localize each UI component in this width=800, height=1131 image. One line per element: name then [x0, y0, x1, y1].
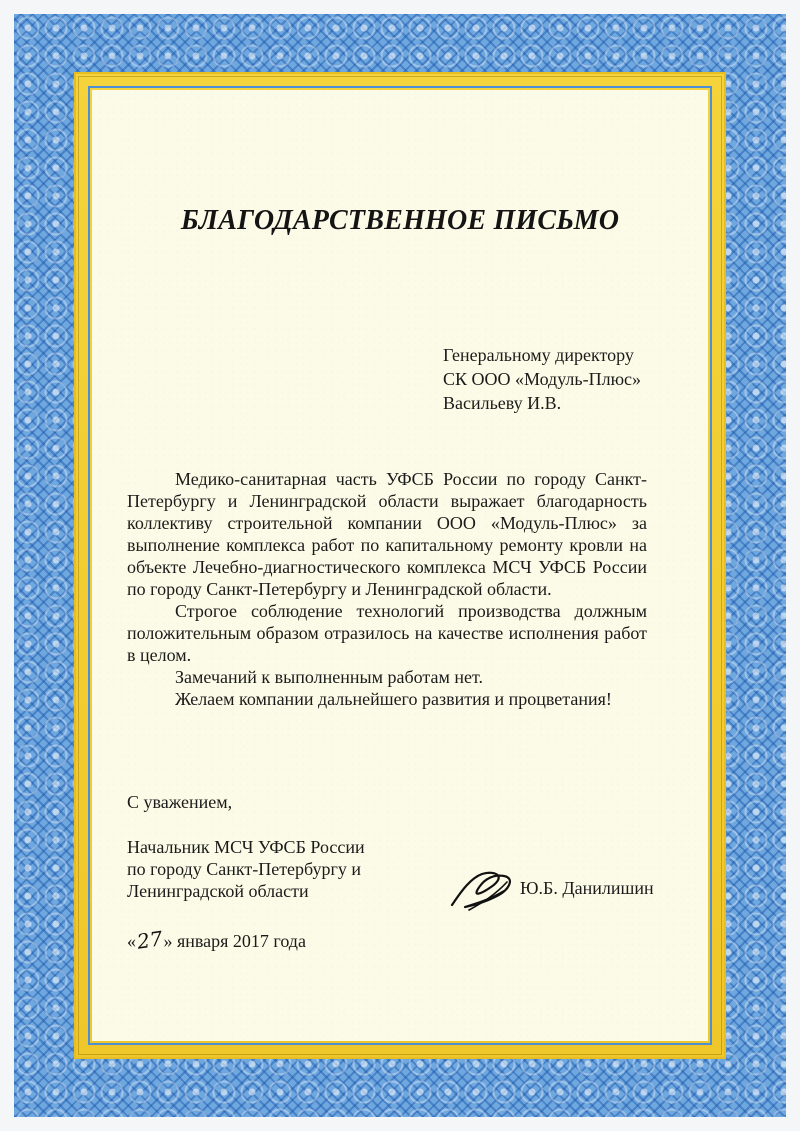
letter-date [127, 928, 306, 952]
signature-icon [447, 860, 522, 915]
body-paragraph: Замечаний к выполненным работам нет. [175, 667, 483, 687]
sender-title-line: Ленинградской области [127, 881, 309, 901]
recipient-line: Генеральному директору [443, 345, 634, 365]
sender-title-block [127, 836, 407, 902]
handwritten-day: 27 [135, 926, 164, 954]
body-paragraph: Медико-санитарная часть УФСБ России по городу Санкт-Петербургу и Ленинградской области выражает благодарность коллективу строительной компании ООО «Модуль-Плюс» за выполнение комплекса работ по капитальному ремонту кровли на объекте Лечебно-диагностического комплекса МСЧ УФСБ России по городу Санкт-Петербургу и Ленинградской области. [127, 469, 647, 599]
closing-text: С уважением, [127, 792, 233, 812]
letter-body [127, 468, 647, 710]
date-rest: января 2017 года [172, 931, 306, 951]
letter-paper [92, 90, 708, 1041]
letter-title: БЛАГОДАРСТВЕННОЕ ПИСЬМО [180, 205, 620, 236]
sender-title-line: по городу Санкт-Петербургу и [127, 859, 362, 879]
signer-name: Ю.Б. Данилишин [520, 878, 654, 898]
date-open-quote: « [127, 931, 136, 951]
sender-title-line: Начальник МСЧ УФСБ России [127, 837, 365, 857]
recipient-line: Васильеву И.В. [443, 393, 562, 413]
recipient-line: СК ООО «Модуль-Плюс» [443, 369, 642, 389]
body-paragraph: Строгое соблюдение технологий производства должным положительным образом отразилось на качестве исполнения работ в целом. [127, 601, 647, 665]
date-close-quote: » [163, 931, 173, 951]
body-paragraph: Желаем компании дальнейшего развития и процветания! [175, 689, 612, 709]
recipient-block [443, 343, 693, 415]
